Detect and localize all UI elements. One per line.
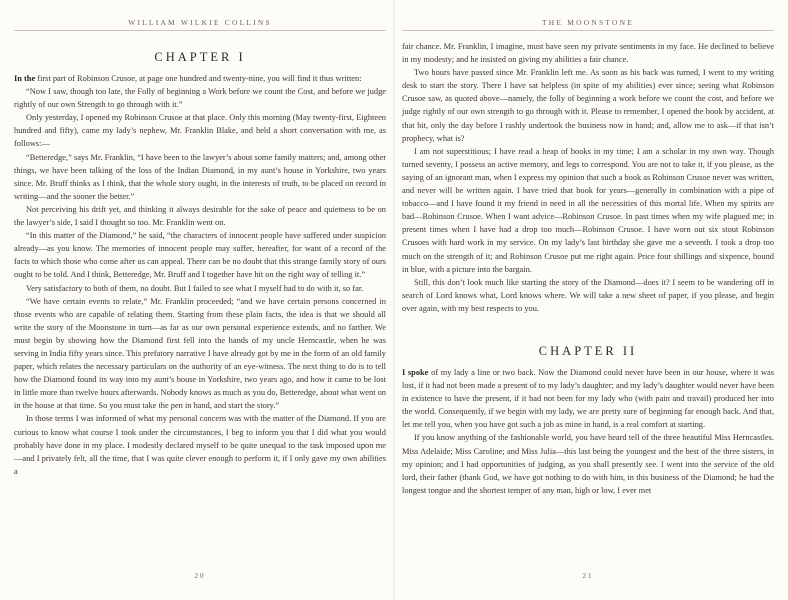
paragraph: “Betteredge,” says Mr. Franklin, “I have been to the lawyer’s about some family matters; and, among other things, we have been talking of the loss of the Indian Diamond, in my aunt’s house in Yorkshire, two years since. Mr. Bruff thinks as I think, that the whole story ought, in the interests of truth, to be placed on record in writing—and the sooner the better.” [14,152,386,201]
paragraph-text: of my lady a line or two back. Now the Diamond could never have been in our house, where it was lost, if it had not been made a present of to my lady’s daughter; and my lady’s daughter would never have been in existence to have the present, if it had not been for my lady who (with pain and travail) produced her into the world. Consequently, if we begin with my lady, we are pretty sure of beginning far enough back. And that, let me tell you, when you have got such a job as mine in hand, is a real comfort at starting. [402,368,774,430]
left-page [14,0,386,600]
running-head-author: WILLIAM WILKIE COLLINS [128,18,272,27]
paragraph: “In this matter of the Diamond,” he said, “the characters of innocent people have suffered under suspicion already—as you know. The memories of innocent people may suffer, hereafter, for want of a record of the facts to which those who come after us can appeal. There can be no doubt that this strange family story of ours ought to be told. And I think, Betteredge, Mr. Bruff and I together have hit on the right way of telling it.” [14,231,386,280]
right-page [402,0,774,600]
paragraph: fair chance. Mr. Franklin, I imagine, must have seen my private sentiments in my face. He declined to believe in my modesty; and he insisted on giving my abilities a fair chance. [402,42,774,65]
paragraph: Only yesterday, I opened my Robinson Crusoe at that place. Only this morning (May twenty-first, Eighteen hundred and fifty), came my lady’s nephew, Mr. Franklin Blake, and held a short conversation with me, as follows:— [14,113,386,149]
paragraph: I am not superstitious; I have read a heap of books in my time; I am a scholar in my own way. Though turned seventy, I possess an active memory, and legs to correspond. You are not to take it, if you please, as the saying of an ignorant man, when I express my opinion that such a book as Robinson Crusoe never was written, and never will be written again. I have tried that book for years—generally in combination with a pipe of tobacco—and I have found it my friend in need in all the necessities of this mortal life. When my spirits are bad—Robinson Crusoe. When I want advice—Robinson Crusoe. In past times when my wife plagued me; in present times when I have had a drop too much—Robinson Crusoe. I have worn out six stout Robinson Crusoes with hard work in my service. On my lady’s last birthday she gave me a seventh. I took a drop too much on the strength of it; and Robinson Crusoe put me right again. Price four shillings and sixpence, bound in blue, with a picture into the bargain. [402,146,774,274]
page-number: 20 [194,572,206,580]
paragraph [402,366,774,431]
paragraph: In those terms I was informed of what my personal concern was with the matter of the Diamond. If you are curious to know what course I took under the circumstances, I beg to inform you that I did what you would probably have done in my place. I modestly declared myself to be quite unequal to the task imposed upon me—and I privately felt, all the time, that I was quite clever enough to perform it, if I only gave my own abilities a [14,414,386,476]
book-gutter [393,0,395,600]
chapter-title: CHAPTER II [538,344,638,358]
paragraph: If you know anything of the fashionable world, you have heard tell of the three beautiful Miss Herncastles. Miss Adelaide; Miss Caroline; and Miss Julia—this last being the youngest and the best of the three sisters, in my opinion; and I had opportunities of judging, as you shall presently see. I went into the service of the old lord, their father (thank God, we have got nothing to do with him, in this business of the Diamond; he had the longest tongue and the shortest temper of any man, high or low, I ever met [402,433,774,495]
header-rule [402,30,774,31]
left-body-text [14,72,386,478]
running-head-title: THE MOONSTONE [541,18,634,27]
page-number: 21 [582,572,594,580]
paragraph [14,72,386,85]
paragraph: “Now I saw, though too late, the Folly of beginning a Work before we count the Cost, and before we judge rightly of our own Strength to go through with it.” [14,87,386,110]
chapter-title: CHAPTER I [154,50,246,64]
right-body-text-bottom [402,366,774,497]
paragraph: Very satisfactory to both of them, no doubt. But I failed to see what I myself had to do with it, so far. [26,283,364,293]
opening-words: In the [14,74,36,83]
right-body-text-top [402,40,774,315]
paragraph-text: first part of Robinson Crusoe, at page one hundred and twenty-nine, you will find it thus written: [35,74,362,83]
header-rule [14,30,386,31]
paragraph: Two hours have passed since Mr. Franklin left me. As soon as his back was turned, I went to my writing desk to start the story. There I have sat helpless (in spite of my abilities) ever since; seeing what Robinson Crusoe saw, as quoted above—namely, the folly of beginning a work before we count the cost, and before we judge rightly of our own strength to go through with it. Please to remember, I opened the book by accident, at that bit, only the day before I rashly undertook the business now in hand; and, allow me to ask—if that isn’t prophecy, what is? [402,68,774,143]
paragraph: “We have certain events to relate,” Mr. Franklin proceeded; “and we have certain persons concerned in those events who are capable of relating them. Starting from these plain facts, the idea is that we should all write the story of the Moonstone in turn—as far as our own personal experience extends, and no farther. We must begin by showing how the Diamond first fell into the hands of my uncle Herncastle, when he was serving in India fifty years since. This prefatory narrative I have already got by me in the form of an old family paper, which relates the necessary particulars on the authority of an eye-witness. The next thing to do is to tell how the Diamond found its way into my aunt’s house in Yorkshire, two years ago, and how it came to be lost in little more than twelve hours afterwards. Nobody knows as much as you do, Betteredge, about what went on in the house at that time. So you must take the pen in hand, and start the story.” [14,296,386,411]
paragraph: Still, this don’t look much like starting the story of the Diamond—does it? I seem to be wandering off in search of Lord knows what, Lord knows where. We will take a new sheet of paper, if you please, and begin over again, with my best respects to you. [402,277,774,313]
opening-words: I spoke [402,368,429,377]
paragraph: Not perceiving his drift yet, and thinking it always desirable for the sake of peace and quietness to be on the lawyer’s side, I said I thought so too. Mr. Franklin went on. [14,204,386,228]
